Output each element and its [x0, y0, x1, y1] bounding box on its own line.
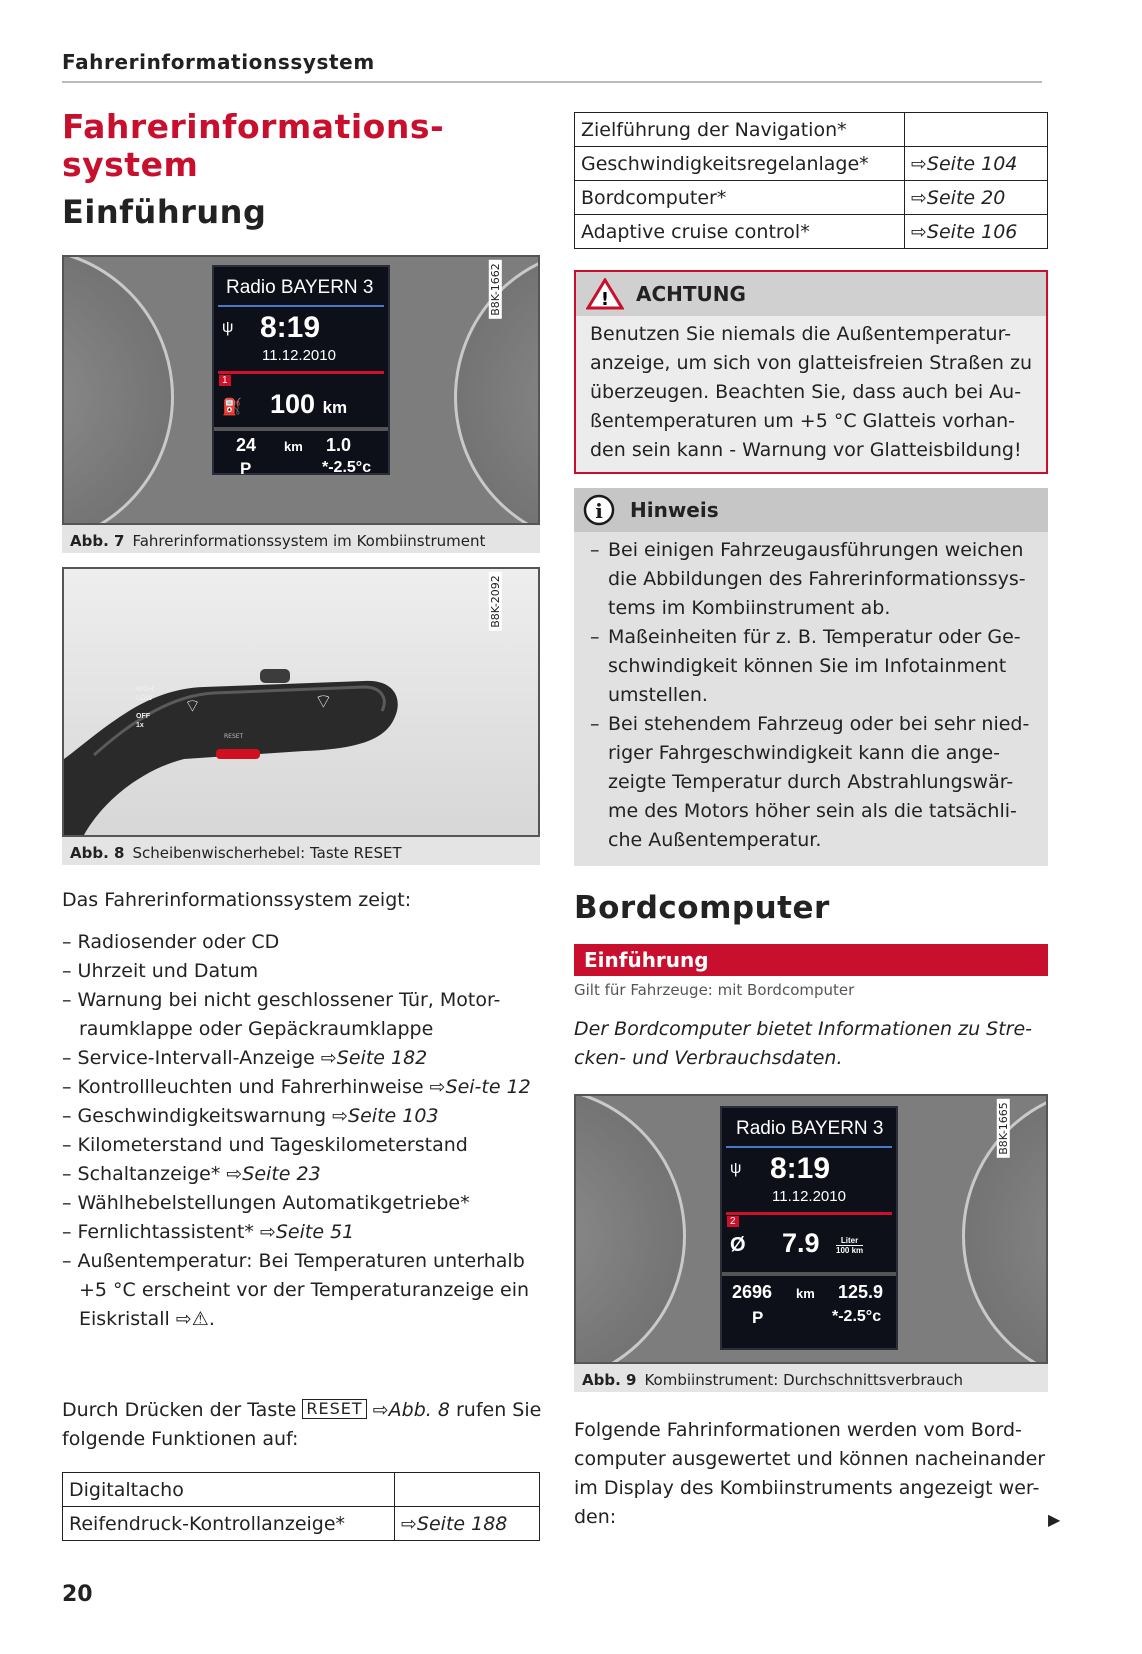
svg-text:i: i	[595, 499, 603, 523]
antenna-icon: ψ	[222, 319, 234, 336]
list-item: – Wählhebelstellungen Automatikgetriebe*	[62, 1189, 542, 1218]
note-box	[574, 488, 1048, 866]
page-number: 20	[62, 1582, 93, 1607]
warning-text: Benutzen Sie niemals die Außentemperatur- anzeige, um sich von glatteisfreien Straßen zu überzeugen. Beachten Sie, dass auch bei Au- ßentemperaturen um +5 °C Glatteis vorhan- den sein kann - Warnung vor Glatteisbildung!	[590, 323, 1032, 461]
list-item: – Außentemperatur: Bei Temperaturen unterhalb +5 °C erscheint vor der Temperaturanzeige ein Eiskristall ⇨⚠.	[62, 1247, 542, 1334]
avg-symbol: Ø	[730, 1234, 746, 1256]
section-title: Einführung	[62, 193, 267, 231]
figure-9-image	[574, 1094, 1048, 1364]
display-date: 11.12.2010	[262, 347, 336, 364]
final-paragraph: Folgende Fahrinformationen werden vom Bord- computer ausgewertet und können nacheinander im Display des Kombiinstruments angezeigt wer- den:	[574, 1419, 1046, 1528]
figure-8-caption: Abb. 8 Scheibenwischerhebel: Taste RESET	[70, 844, 402, 862]
fuel-icon: ⛽	[222, 399, 242, 416]
lever-labels: HIGH LOW OFF 1x	[136, 686, 154, 729]
display-gap	[214, 427, 388, 431]
figure-7-id: B8K-1662	[489, 260, 502, 319]
fis-display-1	[212, 265, 390, 478]
functions-table-right	[574, 112, 1048, 249]
header-rule	[62, 81, 1042, 83]
info-icon	[582, 493, 616, 527]
fis-display-2	[720, 1106, 898, 1350]
svg-text:!: !	[600, 289, 610, 310]
table-row: Reifendruck-Kontrollanzeige* ⇨Seite 188	[63, 1507, 540, 1541]
display-red-line	[218, 371, 384, 374]
display-gap	[722, 1272, 896, 1276]
display-odo-unit: km	[796, 1286, 815, 1301]
list-item: – Fernlichtassistent* ⇨Seite 51	[62, 1218, 542, 1247]
list-item: – Geschwindigkeitswarnung ⇨Seite 103	[62, 1102, 542, 1131]
note-list	[574, 532, 1048, 855]
display-rule	[726, 1146, 892, 1148]
reset-paragraph: Durch Drücken der Taste RESET ⇨Abb. 8 rufen Sie folgende Funktionen auf:	[62, 1399, 542, 1450]
feature-list	[62, 928, 542, 1334]
intro-text: Das Fahrerinformationssystem zeigt:	[62, 889, 412, 911]
left-gauge	[62, 255, 174, 525]
display-rule	[218, 305, 384, 307]
figure-7	[62, 255, 540, 553]
figure-8-image	[62, 567, 540, 837]
figure-7-caption: Abb. 7 Fahrerinformationssystem im Kombiinstrument	[70, 532, 486, 550]
einfuehrung-band: Einführung	[574, 944, 1048, 976]
display-date: 11.12.2010	[772, 1188, 846, 1205]
wiper-icon: ⌔	[184, 696, 201, 717]
antenna-icon: ψ	[730, 1160, 742, 1177]
table-row: Bordcomputer* ⇨Seite 20	[575, 181, 1048, 215]
warning-icon	[586, 278, 624, 310]
applies-to: Gilt für Fahrzeuge: mit Bordcomputer	[574, 981, 855, 999]
display-station: Radio BAYERN 3	[226, 277, 374, 298]
list-item: – Service-Intervall-Anzeige ⇨Seite 182	[62, 1044, 542, 1073]
display-temp: *-2.5°c	[832, 1308, 882, 1325]
note-item: – Bei stehendem Fahrzeug oder bei sehr nied- riger Fahrgeschwindigkeit kann die ange- zeigte Temperatur durch Abstrahlungswär- me des Motors höher sein als die tatsächli- che Außentemperatur.	[590, 713, 1030, 851]
display-gear: P	[752, 1308, 764, 1327]
figure-7-image	[62, 255, 540, 525]
avg-unit: Liter 100 km	[836, 1236, 864, 1255]
chapter-title: Fahrerinformations- system	[62, 107, 445, 184]
warning-header: ! ACHTUNG	[576, 272, 1046, 316]
display-time: 8:19	[770, 1152, 831, 1185]
functions-table-left	[62, 1472, 540, 1541]
continue-arrow-icon: ▶	[1048, 1510, 1061, 1529]
warning-box	[574, 270, 1048, 474]
display-temp: *-2.5°c	[322, 459, 372, 476]
figure-9-caption: Abb. 9 Kombiinstrument: Durchschnittsverbrauch	[582, 1371, 963, 1389]
figure-8-id: B8K-2092	[489, 572, 502, 631]
display-marker: 2	[727, 1216, 739, 1227]
list-item: – Kontrollleuchten und Fahrerhinweise ⇨Sei-te 12	[62, 1073, 542, 1102]
note-item: – Bei einigen Fahrzeugausführungen weichen die Abbildungen des Fahrerinformationssys- tems im Kombiinstrument ab.	[590, 539, 1026, 619]
reset-key: RESET	[302, 1399, 366, 1419]
display-station: Radio BAYERN 3	[736, 1118, 884, 1139]
bordcomputer-heading: Bordcomputer	[574, 890, 830, 926]
display-marker: 1	[219, 375, 231, 386]
display-trip: 125.9	[838, 1282, 884, 1302]
reset-print: RESET	[224, 733, 244, 740]
list-item: – Uhrzeit und Datum	[62, 957, 542, 986]
list-item: – Radiosender oder CD	[62, 928, 542, 957]
display-trip: 1.0	[326, 435, 352, 455]
display-time: 8:19	[260, 311, 321, 344]
display-red-line	[726, 1212, 892, 1215]
running-header: Fahrerinformationssystem	[62, 50, 375, 74]
list-item: – Schaltanzeige* ⇨Seite 23	[62, 1160, 542, 1189]
bordcomputer-intro: Der Bordcomputer bietet Informationen zu Stre- cken- und Verbrauchsdaten.	[574, 1018, 1033, 1069]
figure-9	[574, 1094, 1048, 1392]
figure-9-id: B8K-1665	[997, 1099, 1010, 1158]
left-gauge	[574, 1094, 686, 1364]
table-row: Adaptive cruise control* ⇨Seite 106	[575, 215, 1048, 249]
list-item: – Kilometerstand und Tageskilometerstand	[62, 1131, 542, 1160]
list-item: – Warnung bei nicht geschlossener Tür, Motor-raumklappe oder Gepäckraumklappe	[62, 986, 542, 1044]
display-odo: 24	[236, 435, 257, 455]
display-odo-unit: km	[284, 439, 303, 454]
table-row: Geschwindigkeitsregelanlage* ⇨Seite 104	[575, 147, 1048, 181]
note-header: i Hinweis	[574, 488, 1048, 532]
note-item: – Maßeinheiten für z. B. Temperatur oder Ge- schwindigkeit können Sie im Infotainment umstellen.	[590, 626, 1021, 706]
washer-icon: ⌔	[314, 689, 333, 713]
display-gear: P	[240, 459, 252, 478]
table-row: Zielführung der Navigation*	[575, 113, 1048, 147]
avg-value: 7.9	[782, 1228, 820, 1258]
table-row: Digitaltacho	[63, 1473, 540, 1507]
display-odo: 2696	[732, 1282, 773, 1302]
figure-8	[62, 567, 540, 865]
display-range: 100 km	[270, 389, 348, 419]
